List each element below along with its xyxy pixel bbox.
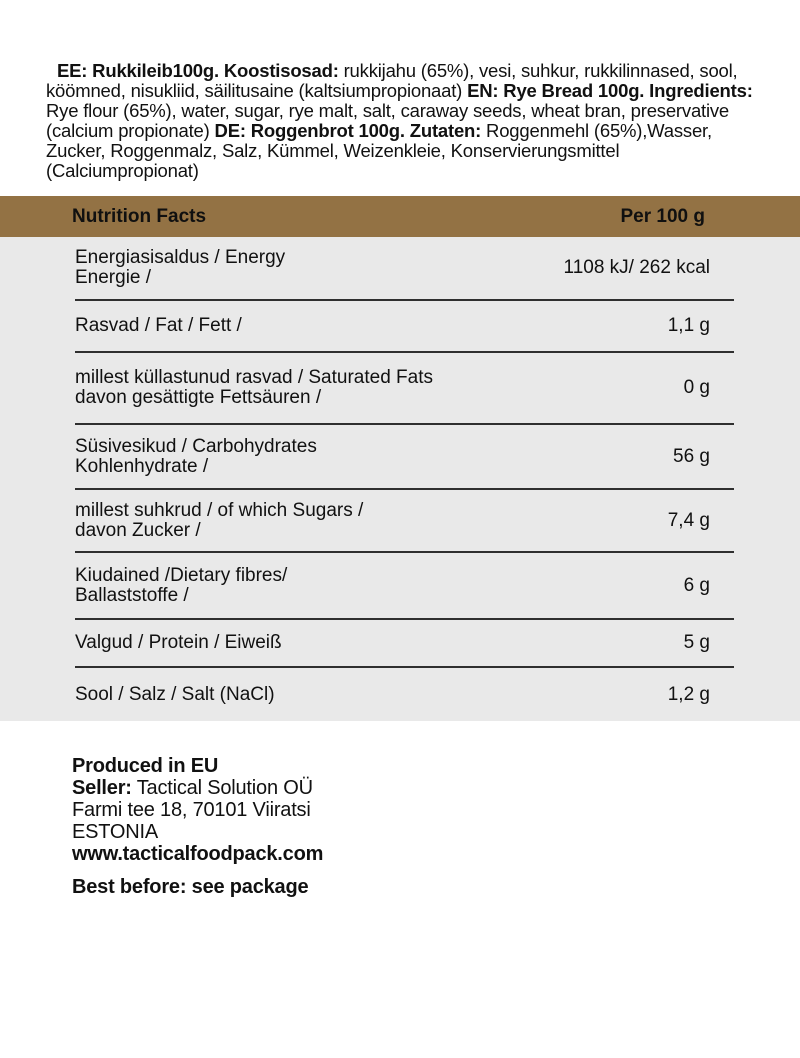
nutrition-table — [0, 237, 800, 721]
ingredients-text: Roggenmehl (65%),Wasser, Zucker, Roggenmalz, Salz, Kümmel, Weizenkleie, Konservierungsmittel (Calciumpropionat) — [46, 120, 712, 181]
nutrient-label — [75, 501, 363, 541]
nutrition-facts-title: Nutrition Facts — [72, 205, 207, 227]
footer-block — [72, 755, 760, 898]
nutrient-label-line: millest suhkrud / of which Sugars / — [75, 499, 364, 521]
nutrition-header-bar — [0, 196, 800, 237]
produced-in-label: Produced in EU — [72, 755, 219, 777]
nutrient-value: 0 g — [683, 377, 710, 398]
seller-line — [72, 777, 760, 799]
nutrient-label-line: Energie / — [75, 267, 152, 288]
nutrient-label — [75, 248, 285, 288]
nutrient-label-line: Süsivesikud / Carbohydrates — [75, 435, 317, 457]
nutrient-label — [75, 437, 317, 477]
table-row — [0, 425, 800, 488]
table-row — [0, 620, 800, 666]
country-line: ESTONIA — [72, 821, 159, 843]
nutrient-value: 1,1 g — [667, 315, 710, 336]
ingredients-language-header: EE: Rukkileib100g. Koostisosad: — [57, 60, 339, 81]
nutrient-label — [75, 316, 242, 336]
nutrient-label-line: Sool / Salz / Salt (NaCl) — [75, 683, 275, 705]
nutrient-value: 56 g — [673, 445, 710, 467]
nutrient-value: 6 g — [683, 574, 710, 596]
serving-size-label: Per 100 g — [620, 205, 705, 227]
table-row — [0, 237, 800, 299]
nutrient-value: 5 g — [683, 632, 710, 653]
nutrient-label — [75, 685, 275, 705]
ingredients-language-header: EN: Rye Bread 100g. Ingredients: — [467, 80, 753, 101]
table-row — [0, 668, 800, 721]
nutrient-value: 7,4 g — [667, 509, 710, 531]
best-before-label: Best before: see package — [72, 876, 309, 898]
nutrient-value: 1108 kJ/ 262 kcal — [563, 257, 710, 278]
nutrient-label-line: Kiudained /Dietary fibres/ — [75, 564, 288, 586]
nutrient-label-line: Ballaststoffe / — [75, 584, 189, 606]
nutrient-label-line: millest küllastunud rasvad / Saturated Fats — [75, 367, 434, 388]
address-line: Farmi tee 18, 70101 Viiratsi — [72, 799, 311, 821]
ingredients-text: rukkijahu (65%), vesi, suhkur, rukkilinnased, sool, köömned, nisukliid, säilitusaine (kaltsiumpropionaat) — [46, 60, 738, 101]
table-row — [0, 353, 800, 423]
table-row — [0, 553, 800, 618]
nutrient-label-line: davon gesättigte Fettsäuren / — [75, 387, 322, 408]
nutrient-label — [75, 368, 433, 408]
table-row — [0, 490, 800, 551]
nutrient-label-line: Energiasisaldus / Energy — [75, 247, 286, 268]
nutrient-label — [75, 633, 282, 653]
nutrient-label-line: Valgud / Protein / Eiweiß — [75, 632, 282, 653]
nutrient-label-line: Kohlenhydrate / — [75, 455, 209, 477]
nutrient-label — [75, 566, 287, 606]
ingredients-language-header: DE: Roggenbrot 100g. Zutaten: — [214, 120, 482, 141]
seller-label: Seller: — [72, 777, 132, 799]
nutrient-value: 1,2 g — [667, 683, 710, 705]
table-row — [0, 301, 800, 351]
ingredients-text: Rye flour (65%), water, sugar, rye malt, salt, caraway seeds, wheat bran, preservative (calcium propionate) — [46, 100, 730, 141]
website-text: www.tacticalfoodpack.com — [72, 843, 324, 865]
nutrient-label-line: Rasvad / Fat / Fett / — [75, 315, 242, 336]
seller-value: Tactical Solution OÜ — [131, 777, 313, 799]
nutrient-label-line: davon Zucker / — [75, 519, 201, 541]
ingredients-paragraph — [46, 61, 758, 181]
